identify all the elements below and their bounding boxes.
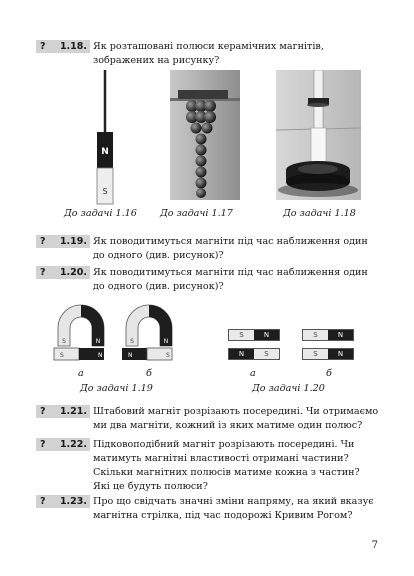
pole-north: N — [229, 349, 254, 359]
figure-1-19-horseshoe-b — [120, 300, 178, 366]
pole-south: S — [303, 349, 328, 359]
figure-1-20-label-b: б — [326, 368, 332, 379]
pole-south: S — [303, 330, 328, 340]
question-mark-icon: ? — [40, 496, 46, 507]
pole-south: S — [254, 349, 279, 359]
question-mark-icon: ? — [40, 41, 46, 52]
bar-b-south-label: S — [166, 352, 170, 359]
question-mark-icon: ? — [40, 439, 46, 450]
bar-a-south-label: S — [60, 352, 64, 359]
horseshoe-b-south-label: S — [130, 338, 134, 345]
pole-north: N — [254, 330, 279, 340]
caption-1-19: До задачі 1.19 — [80, 383, 153, 394]
question-number-tag — [36, 266, 90, 279]
question-text: Як поводитимуться магніти під час наближення один до одного (див. рисунок)? — [93, 236, 368, 261]
horseshoe-a-north-label: N — [95, 338, 101, 345]
pole-north: N — [328, 330, 353, 340]
pin-magnet-south-label: S — [102, 187, 108, 196]
question-mark-icon: ? — [40, 267, 46, 278]
bar-a-north-label: N — [98, 352, 103, 359]
caption-1-17: До задачі 1.17 — [160, 208, 233, 219]
horseshoe-b-north-label: N — [163, 338, 169, 345]
question-text: Як розташовані полюси керамічних магнітів, зображених на рисунку? — [93, 41, 324, 66]
horseshoe-a-south-label: S — [62, 338, 66, 345]
question-number: 1.21. — [59, 406, 87, 417]
question-mark-icon: ? — [40, 236, 46, 247]
question-text: Про що свідчать значні зміни напряму, на який вказує магнітна стрілка, під час подорожі Кривим Рогом? — [93, 496, 374, 521]
question-number: 1.20. — [59, 267, 87, 278]
question-number: 1.19. — [59, 236, 87, 247]
caption-1-16: До задачі 1.16 — [64, 208, 137, 219]
figure-1-20-b-top-magnet — [302, 329, 354, 341]
figure-1-19-label-b: б — [146, 368, 152, 379]
figure-1-18-photo — [276, 70, 361, 200]
page-number: 7 — [371, 540, 378, 551]
question-number-tag — [36, 405, 90, 418]
figure-1-16-pin-magnet — [90, 70, 120, 205]
figure-1-20-b-bottom-magnet — [302, 348, 354, 360]
question-number-tag — [36, 40, 90, 53]
figure-1-19-horseshoe-a — [52, 300, 110, 366]
caption-1-20: До задачі 1.20 — [252, 383, 325, 394]
question-number: 1.23. — [59, 496, 87, 507]
question-number-tag — [36, 235, 90, 248]
question-text: Штабовий магніт розрізають посередині. Чи отримаємо ми два магніти, кожний із яких матиме один полюс? — [93, 406, 379, 431]
figure-1-20-a-bottom-magnet — [228, 348, 280, 360]
question-number-tag — [36, 495, 90, 508]
caption-1-18: До задачі 1.18 — [283, 208, 356, 219]
pole-north: N — [328, 349, 353, 359]
pole-south: S — [229, 330, 254, 340]
figure-1-19-label-a: а — [78, 368, 84, 379]
question-number: 1.22. — [59, 439, 87, 450]
figure-1-20-a-top-magnet — [228, 329, 280, 341]
question-number: 1.18. — [59, 41, 87, 52]
question-text: Як поводитимуться магніти під час наближення один до одного (див. рисунок)? — [93, 267, 368, 292]
figure-1-17-photo — [170, 70, 240, 200]
question-number-tag — [36, 438, 90, 451]
figure-1-20-label-a: а — [250, 368, 256, 379]
question-mark-icon: ? — [40, 406, 46, 417]
question-text: Підковоподібний магніт розрізають посередині. Чи матимуть магнітні властивості отримані частини? Скільки магнітних полюсів матиме кожна з частин? Які це будуть полюси? — [93, 439, 360, 492]
bar-b-north-label: N — [128, 352, 133, 359]
pin-magnet-north-label: N — [101, 147, 109, 157]
